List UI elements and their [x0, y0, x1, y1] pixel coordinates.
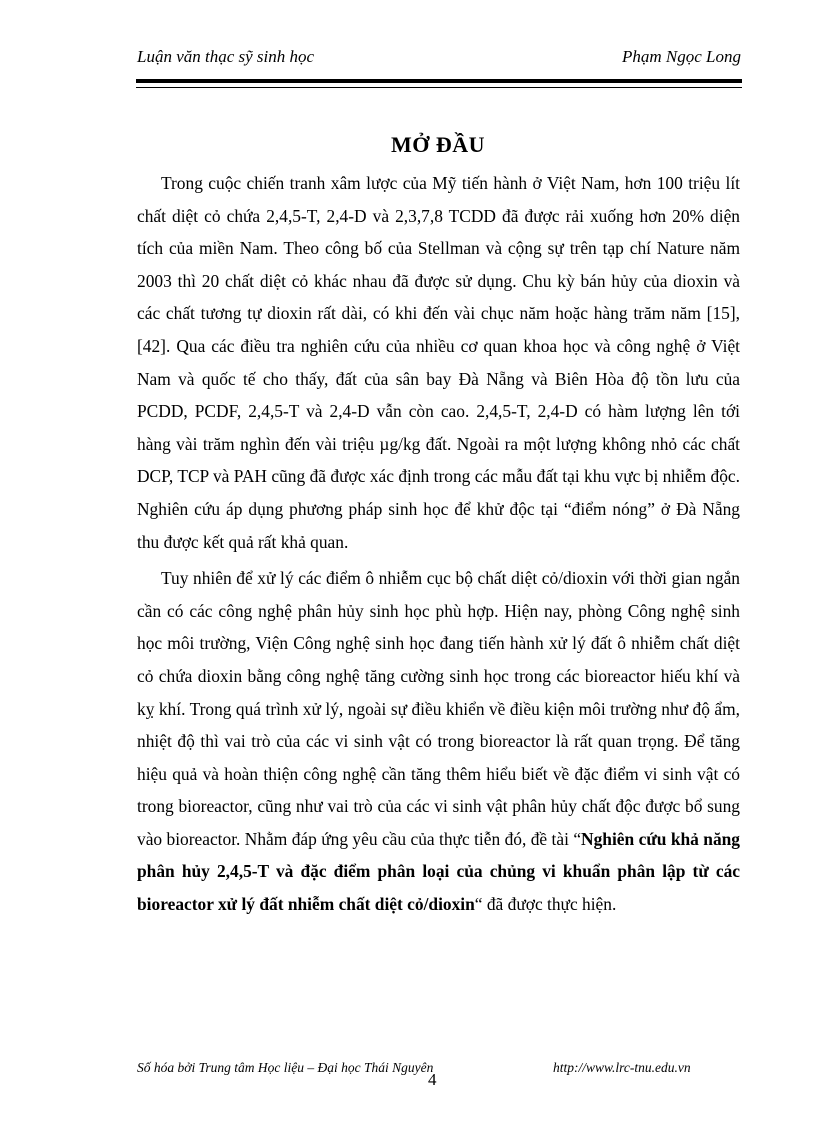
header-author: Phạm Ngọc Long — [622, 47, 741, 66]
paragraph-2 — [137, 562, 740, 921]
header-rule-thin — [136, 87, 742, 88]
header-thesis-type: Luận văn thạc sỹ sinh học — [137, 47, 315, 66]
paragraph-1: Trong cuộc chiến tranh xâm lược của Mỹ tiến hành ở Việt Nam, hơn 100 triệu lít chất diệt cỏ chứa 2,4,5-T, 2,4-D và 2,3,7,8 TCDD đã được rải xuống hơn 20% diện tích của miền Nam. Theo công bố của Stellman và cộng sự trên tạp chí Nature năm 2003 thì 20 chất diệt cỏ khác nhau đã được sử dụng. Chu kỳ bán hủy của dioxin và các chất tương tự dioxin rất dài, có khi đến vài chục năm hoặc hàng trăm năm [15],[42]. Qua các điều tra nghiên cứu của nhiều cơ quan khoa học và công nghệ ở Việt Nam và quốc tế cho thấy, đất của sân bay Đà Nẵng và Biên Hòa độ tồn lưu của PCDD, PCDF, 2,4,5-T và 2,4-D vẫn còn cao. 2,4,5-T, 2,4-D có hàm lượng lên tới hàng vài trăm nghìn đến vài triệu µg/kg đất. Ngoài ra một lượng không nhỏ các chất DCP, TCP và PAH cũng đã được xác định trong các mẫu đất tại khu vực bị nhiễm độc. Nghiên cứu áp dụng phương pháp sinh học để khử độc tại “điểm nóng” ở Đà Nẵng thu được kết quả rất khả quan. — [137, 173, 740, 552]
paragraph-2-text: Tuy nhiên để xử lý các điểm ô nhiễm cục bộ chất diệt cỏ/dioxin với thời gian ngắn cần có các công nghệ phân hủy sinh học phù hợp. Hiện nay, phòng Công nghệ sinh học môi trường, Viện Công nghệ sinh học đang tiến hành xử lý đất ô nhiễm chất diệt cỏ chứa dioxin bằng công nghệ tăng cường sinh học trong các bioreactor hiếu khí và kỵ khí. Trong quá trình xử lý, ngoài sự điều khiển về điều kiện môi trường như độ ẩm, nhiệt độ thì vai trò của các vi sinh vật có trong bioreactor là rất quan trọng. Để tăng hiệu quả và hoàn thiện công nghệ cần tăng thêm hiểu biết về đặc điểm vi sinh vật có trong bioreactor, cũng như vai trò của các vi sinh vật phân hủy chất độc được bổ sung vào bioreactor. Nhằm đáp ứng yêu cầu của thực tiễn đó, đề tài “ — [137, 568, 740, 849]
footer-url[interactable]: http://www.lrc-tnu.edu.vn — [553, 1060, 691, 1075]
footer-source: Số hóa bởi Trung tâm Học liệu – Đại học Thái Nguyên — [137, 1060, 434, 1075]
section-title: MỞ ĐẦU — [390, 132, 486, 157]
body-text — [137, 167, 740, 921]
header-rule-thick — [136, 79, 742, 83]
paragraph-2-end: “ đã được thực hiện. — [474, 894, 617, 915]
page-header — [137, 47, 741, 71]
page-number: 4 — [428, 1070, 437, 1089]
thesis-title-bold: Nghiên cứu khả năng phân hủy 2,4,5-T và đặc điểm phân loại của chủng vi khuẩn phân lập từ các bioreactor xử lý đất nhiễm chất diệt cỏ/dioxin — [137, 828, 741, 915]
